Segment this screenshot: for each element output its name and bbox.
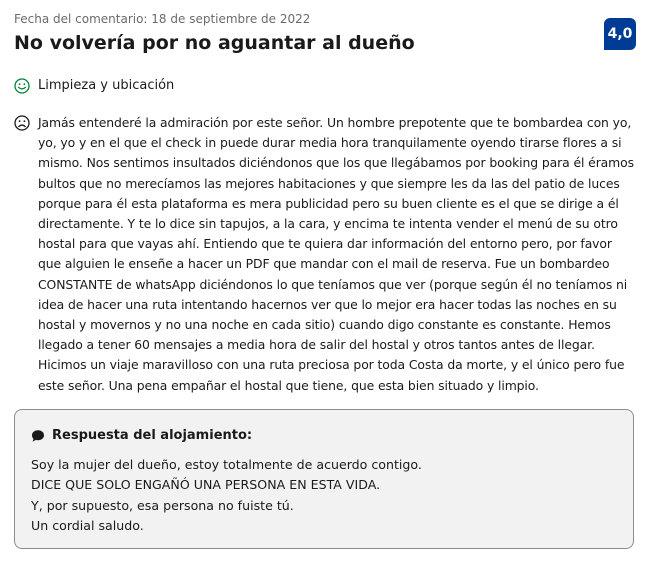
- score-badge: 4,0: [604, 18, 636, 50]
- property-reply: [14, 409, 634, 549]
- speech-bubble-icon: [31, 429, 45, 443]
- reply-header: [31, 428, 252, 443]
- reply-line: Un cordial saludo.: [31, 517, 144, 533]
- smiley-happy-icon: [14, 78, 30, 94]
- review-pros: [14, 76, 174, 96]
- cons-text: Jamás entenderé la admiración por este señor. Un hombre prepotente que te bombardea con yo, yo, yo y en el que el check in puede durar media hora tranquilamente oyendo tirarse flores a si mismo. Nos sentimos insultados diciéndonos que los que llegábamos por booking para él éramos bultos que no merecíamos las mejores habitaciones y que siempre les da las del patio de luces porque para él esta plataforma es mera publicidad pero su buen cliente es el que se dirige a él directamente. Y te lo dice sin tapujos, a la cara, y encima te intenta vender el menú de su otro hostal para que vayas ahí. Entiendo que te quiera dar información del entorno pero, por favor que alguien le enseñe a hacer un PDF que mandar con el mail de reserva. Fue un bombardeo CONSTANTE de whatsApp diciéndonos lo que teníamos que ver (porque según él no teníamos ni idea de hacer una ruta intentando hacernos ver que lo mejor era hacer todas las noches en su hostal y movernos y no una noche en cada sitio) cuando digo constante es constante. Hemos llegado a tener 60 mensajes a media hora de salir del hostal y otros tantos antes de llegar. Hicimos un viaje maravilloso con una ruta preciosa por toda Costa da morte, y el único pero fue este señor. Una pena empañar el hostal que tiene, que esta bien situado y limpio.: [38, 115, 634, 393]
- review-date: Fecha del comentario: 18 de septiembre de 2022: [14, 12, 311, 26]
- reply-line: Soy la mujer del dueño, estoy totalmente de acuerdo contigo.: [31, 457, 422, 472]
- smiley-sad-icon: [14, 115, 30, 131]
- reply-line: Y, por supuesto, esa persona no fuiste tú.: [31, 497, 294, 513]
- review-cons: [14, 113, 634, 396]
- pros-text: Limpieza y ubicación: [38, 78, 175, 93]
- reply-body: [31, 455, 422, 536]
- reply-line: DICE QUE SOLO ENGAÑÓ UNA PERSONA EN ESTA VIDA.: [31, 477, 381, 493]
- reply-title: Respuesta del alojamiento:: [52, 428, 253, 443]
- review-title: No volvería por no aguantar al dueño: [14, 32, 415, 54]
